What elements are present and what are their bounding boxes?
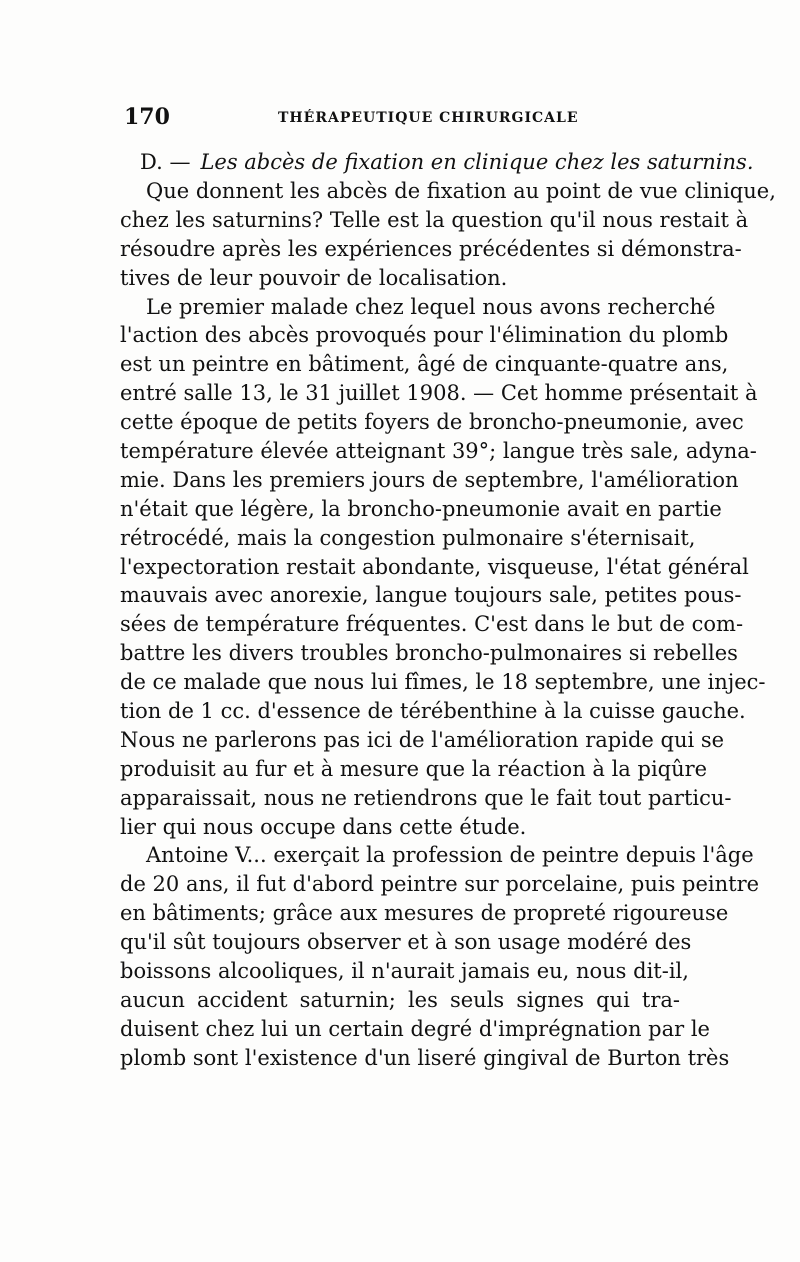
text-line: en bâtiments; grâce aux mesures de propreté rigoureuse — [120, 901, 729, 926]
text-line: résoudre après les expériences précédentes si démonstra- — [120, 236, 742, 261]
text-line: lier qui nous occupe dans cette étude. — [120, 814, 527, 839]
text-line: température élevée atteignant 39°; langue très sale, adyna- — [120, 439, 757, 464]
text-line: qu'il sût toujours observer et à son usage modéré des — [120, 930, 692, 955]
text-line: duisent chez lui un certain degré d'imprégnation par le — [120, 1016, 710, 1041]
text-line: de ce malade que nous lui fîmes, le 18 septembre, une injec- — [120, 670, 766, 695]
text-line: tion de 1 cc. d'essence de térébenthine à la cuisse gauche. — [120, 699, 746, 724]
text-line: chez les saturnins? Telle est la question qu'il nous restait à — [120, 207, 749, 232]
text-line: n'était que légère, la broncho-pneumonie avait en partie — [120, 496, 722, 521]
text-line: apparaissait, nous ne retiendrons que le fait tout particu- — [120, 785, 732, 810]
text-line: boissons alcooliques, il n'aurait jamais eu, nous dit-il, — [120, 959, 689, 984]
text-line: plomb sont l'existence d'un liseré gingival de Burton très — [120, 1045, 730, 1070]
page-header — [124, 104, 684, 132]
text-line: Le premier malade chez lequel nous avons recherché — [146, 294, 716, 319]
text-line: l'expectoration restait abondante, visqueuse, l'état général — [120, 554, 749, 579]
running-head: THÉRAPEUTIQUE CHIRURGICALE — [278, 110, 579, 126]
text-line: l'action des abcès provoqués pour l'élimination du plomb — [120, 323, 729, 348]
text-line: Antoine V... exerçait la profession de peintre depuis l'âge — [146, 843, 754, 868]
text-line: Que donnent les abcès de fixation au point de vue clinique, — [146, 179, 776, 203]
text-line: aucun accident saturnin; les seuls signes qui tra- — [120, 987, 680, 1012]
section-title: Les abcès de fixation en clinique chez les saturnins. — [200, 150, 754, 174]
text-line: tives de leur pouvoir de localisation. — [120, 265, 508, 290]
text-line: cette époque de petits foyers de broncho-pneumonie, avec — [120, 410, 744, 435]
section-letter: D. — — [140, 150, 191, 174]
paragraph-1 — [120, 177, 776, 293]
text-line: sées de température fréquentes. C'est dans le but de com- — [120, 612, 744, 637]
text-line: produisit au fur et à mesure que la réaction à la piqûre — [120, 756, 708, 781]
text-line: rétrocédé, mais la congestion pulmonaire s'éternisait, — [120, 525, 696, 550]
text-line: mie. Dans les premiers jours de septembre, l'amélioration — [120, 467, 739, 492]
section-heading — [140, 148, 754, 177]
paragraph-2 — [120, 293, 766, 842]
text-line: mauvais avec anorexie, langue toujours sale, petites pous- — [120, 583, 742, 608]
paragraph-3 — [120, 841, 760, 1072]
text-line: de 20 ans, il fut d'abord peintre sur porcelaine, puis peintre — [120, 872, 760, 897]
text-line: battre les divers troubles broncho-pulmonaires si rebelles — [120, 641, 738, 666]
text-line: entré salle 13, le 31 juillet 1908. — Cet homme présentait à — [120, 381, 758, 406]
text-line: Nous ne parlerons pas ici de l'amélioration rapide qui se — [120, 727, 725, 752]
body-text — [120, 148, 776, 1073]
text-line: est un peintre en bâtiment, âgé de cinquante-quatre ans, — [120, 352, 729, 377]
page-number: 170 — [124, 104, 170, 130]
